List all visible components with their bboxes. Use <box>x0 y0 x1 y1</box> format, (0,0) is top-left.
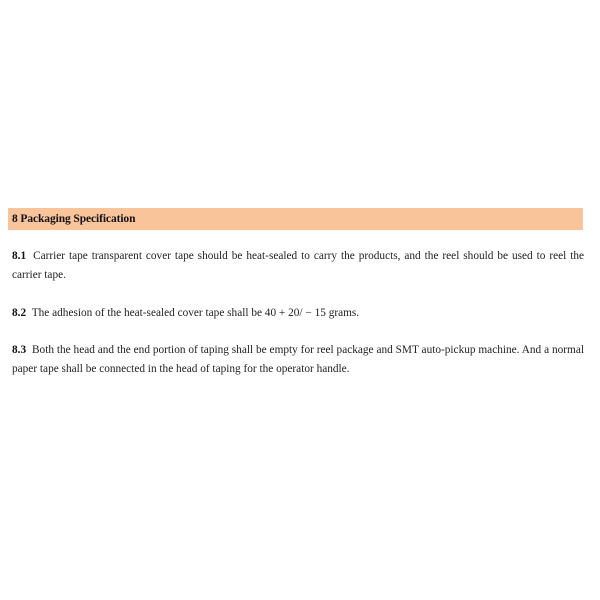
section-header <box>8 208 583 230</box>
spec-item-number: 8.3 <box>12 344 27 356</box>
spec-item-text: The adhesion of the heat-sealed cover tape shall be 40 + 20/ − 15 grams. <box>31 307 360 319</box>
spec-item-8-1 <box>12 247 584 285</box>
spec-item-text: Carrier tape transparent cover tape should be heat-sealed to carry the products, and the reel should be used to reel the carrier tape. <box>12 250 585 281</box>
spec-item-number: 8.2 <box>12 307 27 319</box>
spec-item-number: 8.1 <box>12 250 27 262</box>
spec-item-text: Both the head and the end portion of taping shall be empty for reel package and SMT auto-pickup machine. And a normal paper tape shall be connected in the head of taping for the operator handle. <box>12 344 584 375</box>
spec-item-8-2 <box>12 304 584 323</box>
spec-item-8-3 <box>12 341 584 379</box>
section-title: 8 Packaging Specification <box>12 213 136 225</box>
